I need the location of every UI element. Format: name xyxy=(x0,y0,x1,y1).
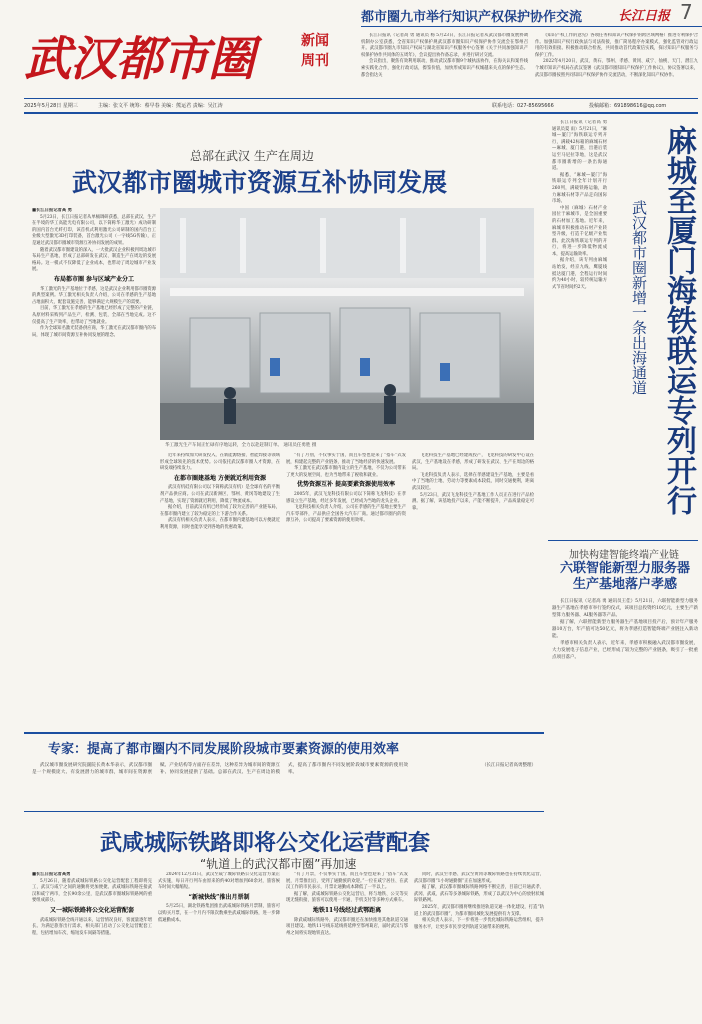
issue-editors: 主编：张文平 统筹：蔡早春 美编：熊运君 责编：吴江涛 xyxy=(98,103,223,109)
right-article-p1: 长江日报讯（记者高 勇 通讯员王佳）5月21日，六联智能新型力服务器生产基地在孝感市举行签约仪式，该项目总投资约10亿元，主要生产新型算力服务器、AI服务器等产品。 xyxy=(552,599,698,618)
bottom-col3-p1: “有了月票，不仅事实于国，而且车型也迎来了“搭车”式发展，月票推出后，受到了通勤族的欢迎。”一位在咸宁居住、在武汉工作的市民表示，月票让通勤成本降低了一半以上。 xyxy=(286,872,408,891)
main-col2-p3: 据介绍，目前武汉有机已经形成了较为完善的产业链布局，在都市圈内建立了较为稳定的上下游合作关系。 xyxy=(160,505,280,517)
top-article-col2-p1: 《知识产权工作的意见》各项任务和知识产权保护的跨区域网格）推进专利保护合作。加强知识产权行政执法与司法衔接，推广简易程序办案模式，强化监管对行政运用的有效衔接。积极推动联合检查，共同推动首代政策信实践，探讨知识产权服务与保护工作。 xyxy=(535,33,698,58)
right-feature-p2: 据悉，“麻城—厦门”海铁联运专列全年计划开行260列，满载铁路运输，助力麻城石材等产品走向国际市场。 xyxy=(552,172,607,205)
right-feature-headline: 麻城至厦门海铁联运专列开行 xyxy=(661,125,696,515)
right-feature-text xyxy=(552,120,607,540)
top-article-col1-p2: 会议指出，聚焦有效利用联动，推动武汉都市圈9个城执法协作，在海关认和案件线索实践化合作，强化行政司法，擦鉴价值，加快形成知识产权城越来关点的保护生态。 都会指达关 xyxy=(361,59,528,78)
expert-text-p1: 武汉城市圈发展研究院副院长黄本华表示，武汉都市圈是一个规模庞大、有发展潜力的城市群，城市间在资源禀赋、产业结构等方面存在差异，这种差异为城市间的资源互补、协同发展提供了基础。总部在武汉、生产在周边的模式，提高了都市圈内不同发展阶段城市要素资源的使用效率。 xyxy=(32,763,408,775)
bottom-col4-p2: 据了解，武汉都市圈城际铁路网络不断完善，目前已开通武孝、武冈、武咸、武石等多条城际铁路，形成了以武汉为中心的放射状城际铁路网。 xyxy=(414,885,544,904)
bottom-col4-p3: 2025年，武汉都市圈将继续推进轨道交通一体化建设，打造“轨道上的武汉都市圈”，为都市圈同城化发展提供有力支撑。 xyxy=(414,904,544,917)
bottom-subhead-3: 地铁11号线经过武鄂距离 xyxy=(312,906,382,914)
bottom-subhead-2: “新城快线”推出月票制 xyxy=(188,893,250,901)
issue-date: 2025年5月28日 星期三 xyxy=(24,103,78,109)
bottom-byline: ■长江日报记者高勇 xyxy=(32,872,71,877)
top-headline: 都市圈九市举行知识产权保护协作交流 xyxy=(361,10,583,25)
main-col1-p1: 5月23日，长江日报记者从单桶调研获悉，总部在武汉，生产在半境的华工高能光电有限公司，以下简称华工激光）成功研制的国内首台光纤打印，该首机式利用激光公司研制的国内首台工业级大型激光3D打印装备，首台激光公司（一字线5G传输），正是通过武汉都市圈城市资源互补协同发展的成果。 xyxy=(32,214,156,246)
main-col3-p2: 华工激光在武汉都市圈内设立的生产基地，不仅为公司带来了更大的发展空间，也为当地带来了税收和就业。 xyxy=(286,466,406,478)
bottom-col1-p1: 5月26日，随着武咸城际铁路公交化运营配套工程即将完工，武汉与咸宁之间的通勤将更加便捷。武咸城际铁路连接武汉和咸宁两市，全长90余公里，是武汉都市圈城际铁路网的重要组成部分。 xyxy=(32,878,152,904)
top-article-col1 xyxy=(361,33,528,95)
bottom-col4-p4: 相关负责人表示，下一步将进一步优化城际铁路运营组织，提升服务水平，让更多市民享受到轨道交通带来的便利。 xyxy=(414,918,544,930)
main-col4-p2: 飞龙科技负责人表示，选择在孝感建设生产基地，主要是看中了当地的土地、劳动力等要素成本较低，同时交通便利，距离武汉较近。 xyxy=(412,472,534,491)
bottom-col3-p3: 除武咸城际铁路外，武汉都市圈还在加快推进其他轨道交通项目建设。地铁11号线东延线将延伸至鄂州葛店，届时武汉与鄂州之间将实现地铁直达。 xyxy=(286,917,408,936)
top-rule xyxy=(361,26,702,27)
right-article-text xyxy=(552,598,698,1018)
right-feature-p1: 长江日报讯（记者高 勇 通讯员夏 雨）5月21日，“麻城—厦门”海铁联运专列开行，满载42标箱的麻城石材—麻城、厦门港，出港后装运至马尼拉等地，这是武汉都市圈新增的一条出海通道。 xyxy=(552,120,607,172)
main-col3-p4: 飞龙科技相关负责人介绍，公司在孝感的生产基地主要生产汽车零部件，产品供应全国各大汽车厂商。通过都市圈内的资源互补，公司提高了要素资源的使用效率。 xyxy=(286,505,406,524)
contact-email: 投稿邮箱：691898616@qq.com xyxy=(589,103,667,109)
top-article-col2-p2: 2022年4月20日，武汉、黄石、鄂州、孝感、黄冈、咸宁、仙桃、天门、潜江九个城市知识产权局在武汉签署《武汉都市圈知识产权保护工作协议》，协议签署以来，武汉都市圈按照共同知识产权保护协作交流活动，不断深化知识产权协作。 xyxy=(535,59,698,78)
paper-name: 长江日报 xyxy=(618,9,671,24)
main-subhead-1: 布局都市圈 参与区域产业分工 xyxy=(53,275,135,283)
right-article-p2: 据了解，六联智能新型力服务器生产基地项目投产后，预计年产服务器10万台，年产值可达50亿元，将为孝感打造智能终端产业链注入新动能。 xyxy=(552,620,698,639)
expert-credit: （长江日报记者高勇整理） xyxy=(482,763,536,768)
right-feature-p3: 中国（麻城）石材产业园位于麻城市，是全国重要的石材加工基地。近年来，麻城市积极推动石材产业转型升级，打造千亿级产业集群。此次海铁联运专列的开行，将进一步降低物流成本，提高运输效率。 xyxy=(552,205,607,257)
weekly-label-a: 新闻 xyxy=(301,33,329,49)
bottom-col2 xyxy=(158,872,280,1022)
main-subhead-2: 在都市圈建基地 方便就近利用资源 xyxy=(173,474,267,482)
expert-box xyxy=(24,732,544,812)
main-col4-p1: 飞龙科技生产基地已经建成投产，飞龙科技的研发中心设在武汉，生产基地设在孝感，形成了研发在武汉、生产在周边的格局。 xyxy=(412,453,534,472)
masthead-bottom-rule xyxy=(24,112,698,114)
bottom-col2-p2: 5月25日，湖北铁路集团推出武咸城际铁路月票制，旅客可以购买月票，在一个月内不限次数乘坐武咸城际铁路，进一步降低通勤成本。 xyxy=(158,904,280,923)
main-subhead-3: 优势资源互补 提高要素资源使用效率 xyxy=(296,481,396,489)
bottom-col1 xyxy=(32,872,152,1022)
photo-caption: 华工激光生产车间正忙碌有序地运转，全力以赴赶制订单。 通讯员任勇胜 摄 xyxy=(165,443,317,448)
main-col1-p3: 华工激光的生产基地位于孝感，这是武汉企业利用都市圈资源的典型案例。华工激光相关负责人介绍，公司在孝感的生产基地占地面积大，配套设施完善，能够满足大规模生产的需要。 xyxy=(32,286,156,305)
contact-phone: 联系电话：027-85695666 xyxy=(492,103,554,109)
main-col2-p1: 近年来持续加大研发投入，在新能源熔接、智能焊接等领域形成全球领先的技术优势。公司依托武汉都市圈人才资源，在研发端持续发力。 xyxy=(160,453,280,472)
right-feature-subhead: 武汉都市圈新增一条出海通道 xyxy=(630,200,648,395)
main-byline: ■长江日报记者高 勇 xyxy=(32,208,72,213)
right-article-headline-a: 加快构建智能终端产业链 xyxy=(569,550,679,561)
bottom-col4 xyxy=(414,872,544,1022)
main-col3 xyxy=(286,453,406,730)
main-col1-p2: 随着武汉都市圈建设的深入，一大批武汉企业积极到周边城市布局生产基地，形成了总部研发在武汉、制造生产在周边的发展格局。这一模式不仅降低了企业成本，也带动了周边城市产业发展。 xyxy=(32,247,156,273)
top-article-col1-p1: 长江日报讯（记者高 勇 通讯员 杨 5月23日，长江日报记者从武汉都市圈发展协调机制办公室获悉，全省知识产权保护规武汉都市圈知识产权保护协作交流会在鄂州召开。武汉都市圈九市知识产权局与湖北省知识产权服务中心签署《关于共同加强知识产权保护协作共同体的五周年》，会议提出协作备忘录，并进行研讨交流。 xyxy=(361,33,528,58)
bottom-subhead-1: 又一城际铁路将公交化运营配套 xyxy=(49,906,134,914)
bottom-col4-p1: 同时，武汉至孝感、武汉至黄冈等城际铁路也在持续优化运营，武汉都市圈“1小时通勤圈”正在加速形成。 xyxy=(414,872,544,884)
right-divider xyxy=(548,540,698,541)
expert-text xyxy=(32,762,536,810)
bottom-col1-p2: 武咸城际铁路全线开通以来，运营情况良好，客流量逐年增长。为满足旅客出行需求，相关部门启动了公交化运营配套工程，包括增加车次、缩短发车间隔等措施。 xyxy=(32,917,152,936)
main-col3-p1: “有了月别，不仅事实于国，而且车型也迎来了“搭车”式发展，构建起完整的产业链条，推动了当地经济的快速发展。 xyxy=(286,453,406,465)
main-col2 xyxy=(160,453,280,730)
main-col2-p4: 武汉有机相关负责人表示，在都市圈内建基地可以方便就近利用资源，同时也能享受到各地的优惠政策。 xyxy=(160,518,280,530)
page-number: 7 xyxy=(680,0,693,24)
masthead-logo: 武汉都市圈 xyxy=(24,32,254,87)
main-col3-p3: 2005年，武汉飞龙科技有限公司以下简称飞龙科技）在孝感设立生产基地，经过多年发展，已经成为当地的龙头企业。 xyxy=(286,491,406,504)
right-feature-p4: 据介绍，该专列由麻城站始发，经京九线、鹰厦线抵达厦门港，全程运行时间约为40小时，较传统运输方式节省时间约2天。 xyxy=(552,258,607,290)
top-article-col2 xyxy=(535,33,698,95)
main-col1-p4: 目前，华工激光在孝感的生产基地已经形成了完整的产业链，从原材料采购到产品生产、检测、包装，全部在当地完成。这不仅提高了生产效率，也带动了当地就业。 xyxy=(32,306,156,325)
masthead-info-line xyxy=(24,98,698,112)
factory-photo-graphic xyxy=(160,208,534,440)
right-article-p3: 孝感市相关负责人表示，近年来，孝感市积极融入武汉都市圈发展，大力发展电子信息产业，已经形成了较为完整的产业链条，吸引了一批重点项目落户。 xyxy=(552,641,698,660)
main-headline: 武汉都市圈城市资源互补协同发展 xyxy=(72,168,448,197)
right-article-headline-b: 六联智能新型力服务器生产基地落户孝感 xyxy=(559,561,690,592)
bottom-col3-p2: 据了解，武咸城际铁路公交化运营后，将与地铁、公交等实现无缝衔接，旅客可以使用一卡通、手机支付等多种方式乘车。 xyxy=(286,891,408,904)
weekly-label-b: 周刊 xyxy=(301,53,329,69)
main-kicker: 总部在武汉 生产在周边 xyxy=(190,149,314,163)
main-col2-p2: 武汉有机硅有限公司以下简称武汉有机）是全球有名的平衡剂产品供应商。公司在武汉新洲区、鄂州、黄冈等地建设了生产基地，实现了资源就近利用，降低了物流成本。 xyxy=(160,485,280,504)
bottom-headline: 武咸城际铁路即将公交化运营配套 xyxy=(100,831,431,856)
factory-photo xyxy=(160,208,534,440)
bottom-col2-p1: 2024年12月31日，武汉至咸宁城际铁路公交化运营方案正式实施，每日开行列车由原来的约40对增加到60余对，旅客候车时间大幅缩短。 xyxy=(158,872,280,891)
bottom-subhead: “轨道上的武汉都市圈”再加速 xyxy=(200,857,357,871)
main-col1 xyxy=(32,208,156,730)
main-col4 xyxy=(412,453,534,730)
expert-title: 专家：提高了都市圈内不同发展阶段城市要素资源的使用效率 xyxy=(48,742,400,757)
main-col4-p3: 5月23日，武汉飞龙科技生产基地工作人员正在进行产品检测。据了解，该基地投产以来，产能不断提升，产品质量稳定可靠。 xyxy=(412,492,534,511)
bottom-col3 xyxy=(286,872,408,1022)
main-col1-p5: 作为全球知名激光装备供应商，华工激光在武汉都市圈内的布局，体现了城市间资源互补协同发展的理念。 xyxy=(32,326,156,338)
